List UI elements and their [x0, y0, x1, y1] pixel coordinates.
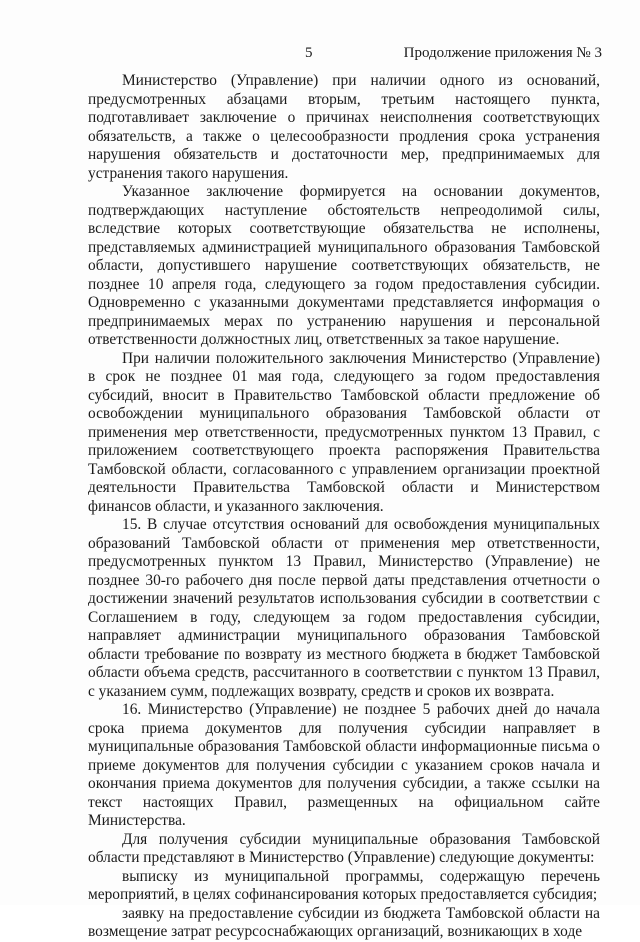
page-number: 5 [305, 45, 313, 61]
paragraph: заявку на предоставление субсидии из бюджета Тамбовской области на возмещение затрат ресурсоснабжающих организаций, возникающих в ходе [88, 904, 600, 940]
paragraph: Для получения субсидии муниципальные образования Тамбовской области представляют в Министерство (Управление) следующие документы: [88, 830, 600, 866]
paragraph: Указанное заключение формируется на основании документов, подтверждающих наступление обстоятельств непреодолимой силы, вследствие которых соответствующие обязательства не исполнены, представляемых администрацией муниципального образования Тамбовской области, допустившего нарушение соответствующих обязательств, не позднее 10 апреля года, следующего за годом предоставления субсидии. Одновременно с указанными документами представляется информация о предпринимаемых мерах по устранению нарушения и персональной ответственности должностных лиц, ответственных за такое нарушение. [88, 183, 600, 348]
paragraph: При наличии положительного заключения Министерство (Управление) в срок не позднее 01 мая года, следующего за годом предоставления субсидий, вносит в Правительство Тамбовской области предложение об освобождении муниципального образования Тамбовской области от применения мер ответственности, предусмотренных пунктом 13 Правил, с приложением соответствующего проекта распоряжения Правительства Тамбовской области, согласованного с управлением организации проектной деятельности Правительства Тамбовской области и Министерством финансов области, и указанного заключения. [88, 349, 600, 515]
paragraph: 15. В случае отсутствия оснований для освобождения муниципальных образований Тамбовской области от применения мер ответственности, предусмотренных пунктом 13 Правил, Министерство (Управление) не позднее 30-го рабочего дня после первой даты представления отчетности о достижении значений результатов использования субсидии в соответствии с Соглашением в году, следующем за годом предоставления субсидии, направляет администрации муниципального образования Тамбовской области требование по возврату из местного бюджета в бюджет Тамбовской области объема средств, рассчитанного в соответствии с пунктом 13 Правил, с указанием сумм, подлежащих возврату, средств и сроков их возврата. [88, 516, 600, 700]
paragraph: выписку из муниципальной программы, содержащую перечень мероприятий, в целях софинансирования которых предоставляется субсидия; [88, 867, 600, 903]
appendix-continuation-note: Продолжение приложения № 3 [403, 45, 602, 61]
document-body [88, 72, 600, 942]
paragraph: 16. Министерство (Управление) не позднее 5 рабочих дней до начала срока приема документов для получения субсидии направляет в муниципальные образования Тамбовской области информационные письма о приеме документов для получения субсидии с указанием сроков начала и окончания приема документов для получения субсидии, а также ссылки на текст настоящих Правил, размещенных на официальном сайте Министерства. [88, 701, 600, 829]
paragraph: Министерство (Управление) при наличии одного из оснований, предусмотренных абзацами вторым, третьим настоящего пункта, подготавливает заключение о причинах неисполнения соответствующих обязательств, а также о целесообразности продления срока устранения нарушения обязательств и достаточности мер, предпринимаемых для устранения такого нарушения. [88, 72, 600, 182]
